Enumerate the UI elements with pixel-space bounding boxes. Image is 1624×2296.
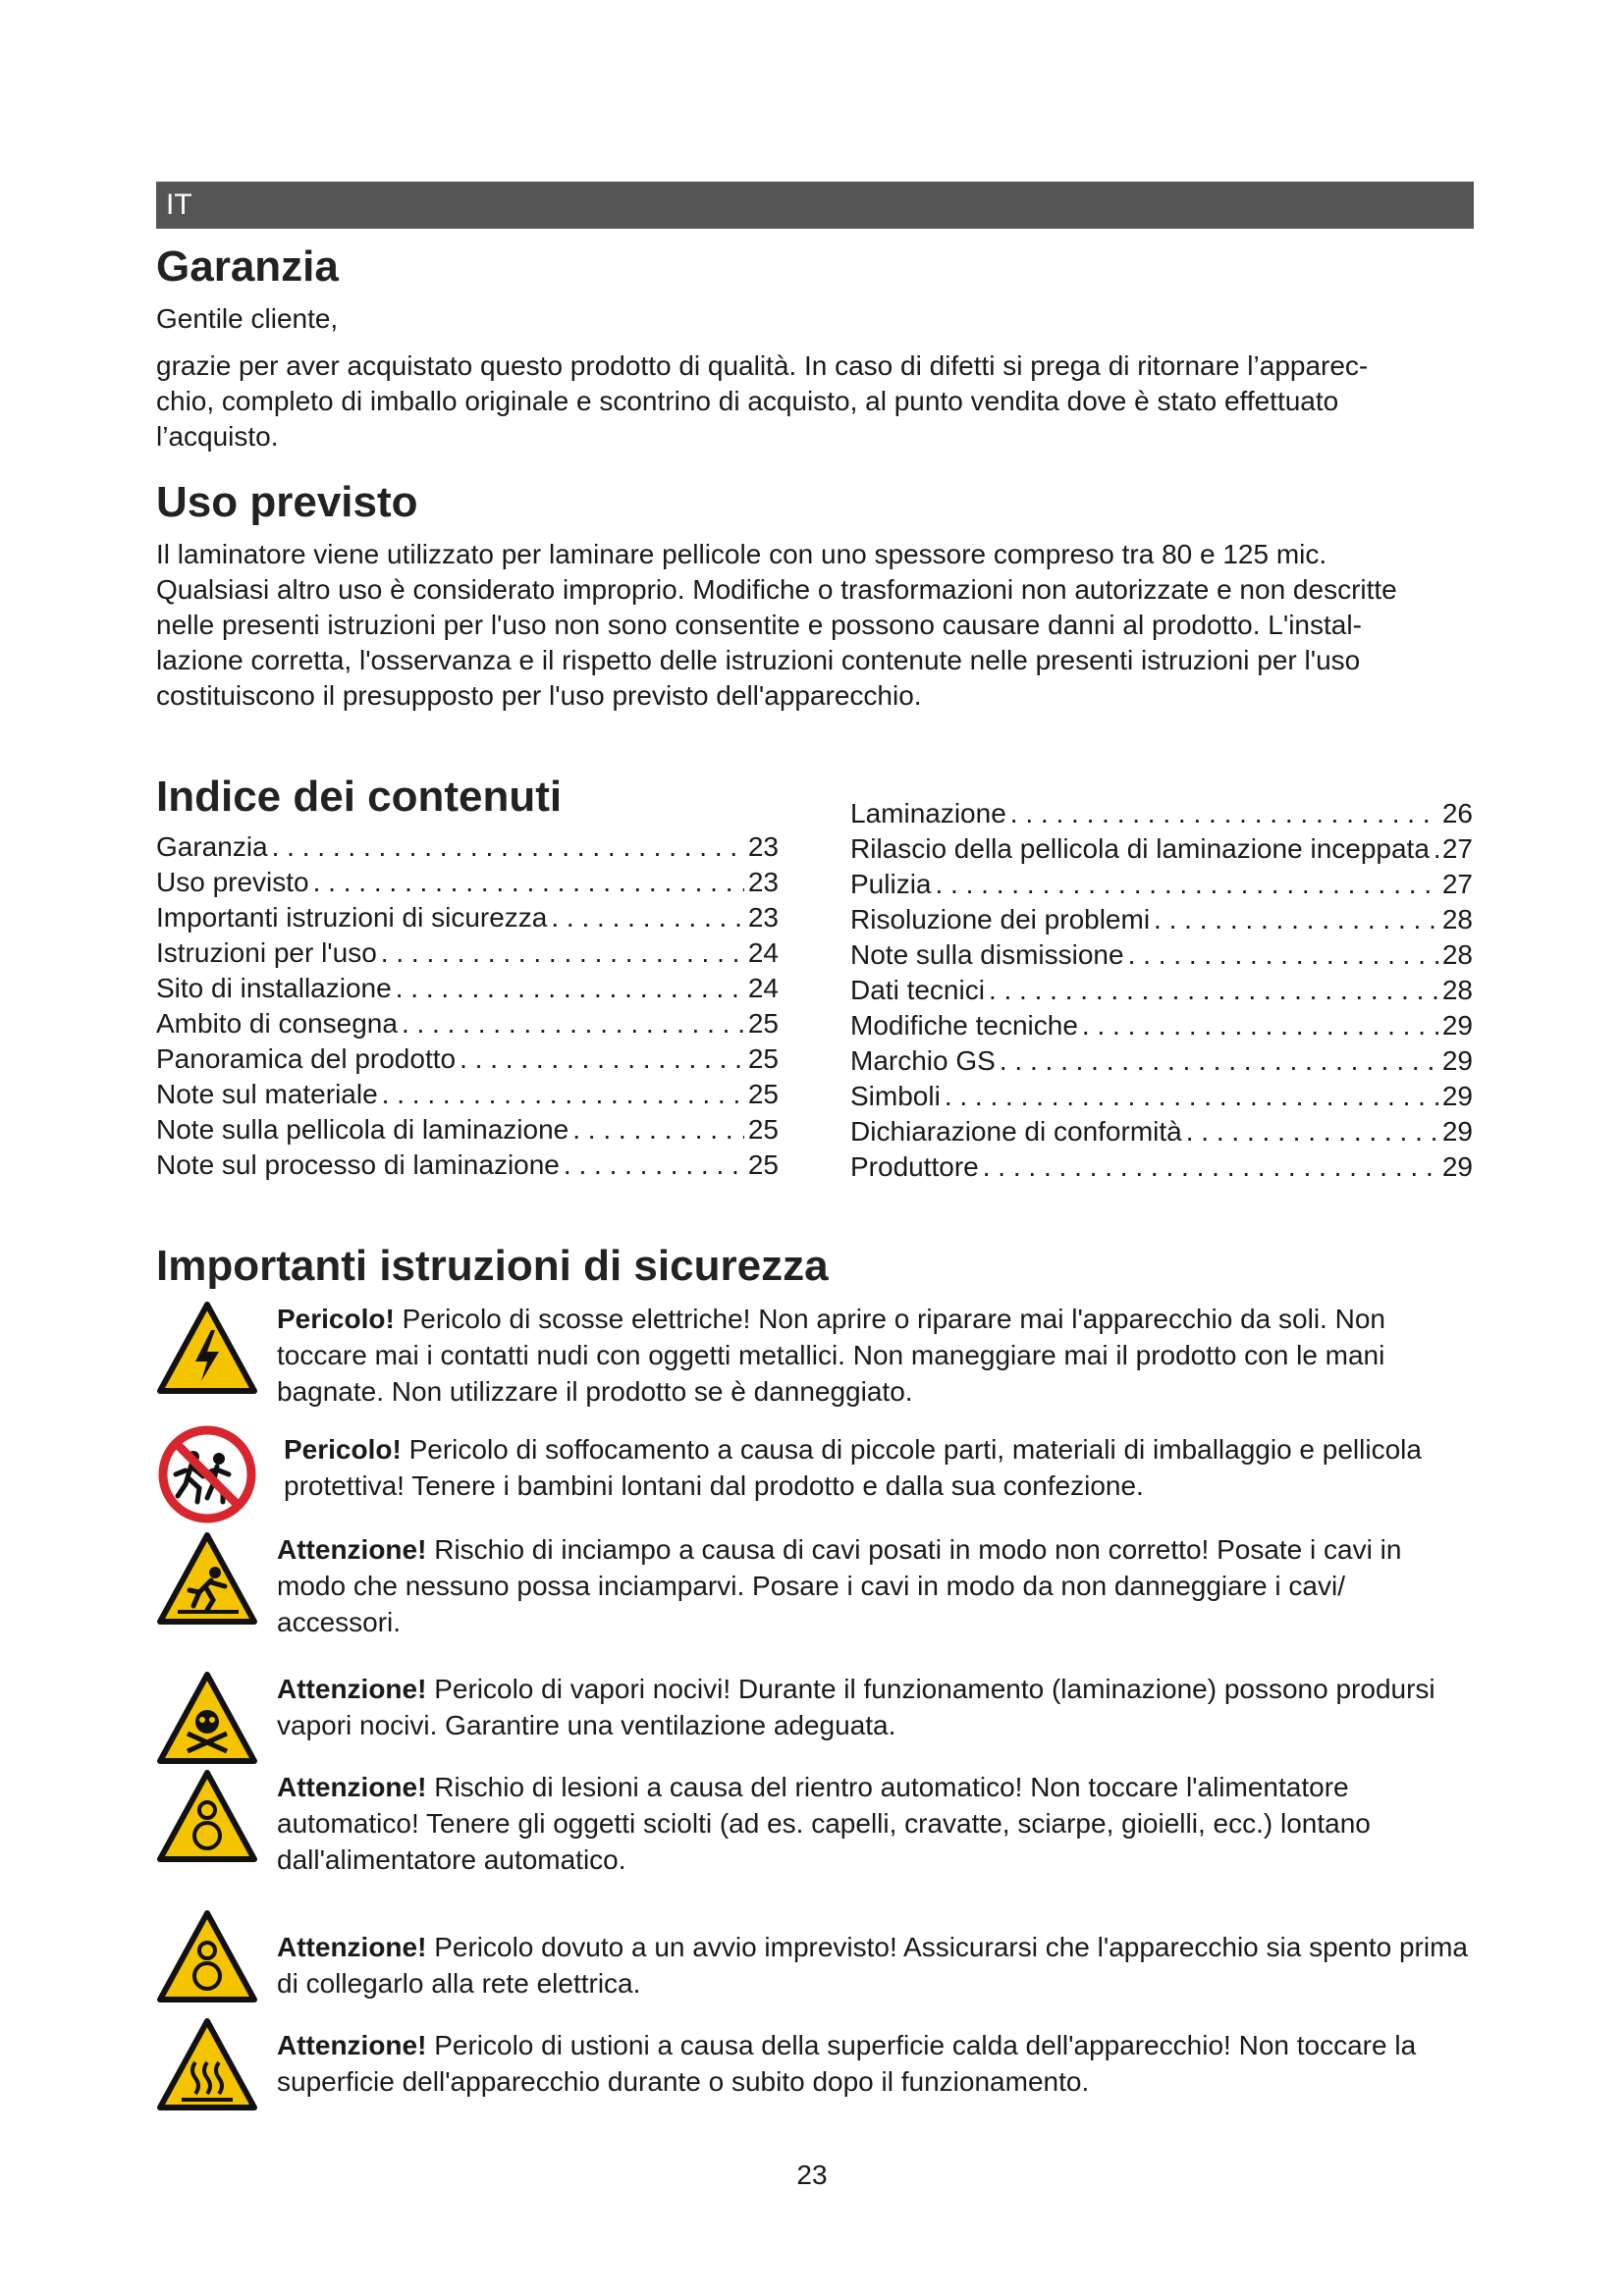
toc-dot-leader bbox=[547, 900, 743, 935]
toc-entry bbox=[156, 1148, 779, 1183]
safety-item-body: Pericolo di scosse elettriche! Non aprire o riparare mai l'apparecchio da soli. Non toccare mai i contatti nudi con oggetti metallici. Non maneggiare mai il prodotto con le mani bagnate. Non utilizzare il prodotto se è danneggiato. bbox=[277, 1304, 1385, 1407]
toc-entry bbox=[850, 1008, 1473, 1043]
toc-entry-label: Ambito di consegna bbox=[156, 1008, 398, 1039]
safety-item-text bbox=[277, 1531, 1475, 1640]
toc-dot-leader bbox=[1430, 831, 1438, 867]
section-title-garanzia: Garanzia bbox=[156, 242, 339, 291]
toc-entry-label: Simboli bbox=[850, 1081, 941, 1111]
toc-left-column bbox=[156, 829, 779, 1183]
no-children-prohibition-icon bbox=[156, 1423, 258, 1525]
unexpected-start-warning-icon bbox=[156, 1909, 258, 2003]
safety-item-text bbox=[284, 1431, 1482, 1504]
toc-entry-label: Pulizia bbox=[850, 869, 932, 899]
safety-item-label: Attenzione! bbox=[277, 1534, 427, 1565]
uso-previsto-body bbox=[156, 537, 1482, 714]
toc-entry-page: 25 bbox=[747, 1043, 779, 1074]
toc-entry-label: Istruzioni per l'uso bbox=[156, 937, 377, 968]
toc-right-column bbox=[850, 796, 1473, 1185]
safety-item-body: Pericolo di vapori nocivi! Durante il funzionamento (laminazione) possono prodursi vapori nocivi. Garantire una ventilazione adeguata. bbox=[277, 1674, 1435, 1740]
toc-dot-leader bbox=[1006, 796, 1438, 831]
toc-dot-leader bbox=[1182, 1114, 1438, 1149]
toc-entry bbox=[850, 867, 1473, 902]
safety-item-body: Pericolo dovuto a un avvio imprevisto! Assicurarsi che l'apparecchio sia spento prima di collegarlo alla rete elettrica. bbox=[277, 1932, 1468, 1999]
garanzia-line: l’acquisto. bbox=[156, 421, 279, 452]
toc-entry bbox=[850, 1114, 1473, 1149]
toc-entry-label: Uso previsto bbox=[156, 867, 309, 897]
toc-entry-page: 24 bbox=[747, 973, 779, 1003]
safety-item-label: Pericolo! bbox=[277, 1304, 395, 1334]
toc-entry-page: 26 bbox=[1441, 798, 1473, 828]
uso-previsto-line: Il laminatore viene utilizzato per laminare pellicole con uno spessore compreso tra 80 e 125 mic. bbox=[156, 539, 1327, 569]
toc-dot-leader bbox=[1078, 1008, 1438, 1043]
toc-dot-leader bbox=[268, 829, 744, 865]
section-title-toc: Indice dei contenuti bbox=[156, 773, 563, 821]
toc-entry-label: Laminazione bbox=[850, 798, 1006, 828]
uso-previsto-line: lazione corretta, l'osservanza e il rispetto delle istruzioni contenute nelle presenti istruzioni per l'uso bbox=[156, 645, 1361, 675]
toc-dot-leader bbox=[931, 867, 1437, 902]
toc-entry-page: 28 bbox=[1441, 904, 1473, 934]
toc-entry-label: Note sul materiale bbox=[156, 1079, 378, 1109]
toc-entry bbox=[156, 1077, 779, 1112]
toc-dot-leader bbox=[1124, 937, 1438, 973]
uso-previsto-line: nelle presenti istruzioni per l'uso non sono consentite e possono causare danni al prodotto. L'instal- bbox=[156, 610, 1362, 640]
toc-entry bbox=[156, 900, 779, 935]
safety-item-body: Rischio di lesioni a causa del rientro automatico! Non toccare l'alimentatore automatico! Tenere gli oggetti sciolti (ad es. capelli, cravatte, sciarpe, gioielli, ecc.) lontano dall'alimentatore automatico. bbox=[277, 1772, 1371, 1875]
language-header-bar bbox=[156, 182, 1474, 229]
toc-entry bbox=[156, 935, 779, 971]
safety-item-label: Attenzione! bbox=[277, 1932, 427, 1962]
safety-item-text bbox=[277, 1929, 1475, 2002]
toc-dot-leader bbox=[560, 1148, 744, 1183]
toc-entry-page: 25 bbox=[747, 1149, 779, 1180]
garanzia-greeting: Gentile cliente, bbox=[156, 303, 339, 334]
toc-dot-leader bbox=[568, 1112, 744, 1148]
safety-item-label: Attenzione! bbox=[277, 1772, 427, 1802]
toc-entry-page: 23 bbox=[747, 831, 779, 862]
toc-entry bbox=[156, 1041, 779, 1077]
trip-hazard-warning-icon bbox=[156, 1531, 258, 1626]
toc-entry-page: 29 bbox=[1441, 1151, 1473, 1182]
toc-entry-label: Dati tecnici bbox=[850, 975, 985, 1005]
safety-item-text bbox=[277, 1671, 1475, 1743]
toc-dot-leader bbox=[378, 1077, 744, 1112]
toc-dot-leader bbox=[377, 935, 744, 971]
toc-entry-page: 28 bbox=[1441, 975, 1473, 1005]
safety-item-body: Rischio di inciampo a causa di cavi posati in modo non corretto! Posate i cavi in modo che nessuno possa inciamparvi. Posare i cavi in modo da non danneggiare i cavi/ accessori. bbox=[277, 1534, 1402, 1637]
toc-entry-page: 25 bbox=[747, 1114, 779, 1145]
roller-entrapment-warning-icon bbox=[156, 1769, 258, 1863]
electric-shock-warning-icon bbox=[156, 1301, 258, 1395]
toc-entry-page: 28 bbox=[1441, 939, 1473, 970]
section-title-uso-previsto: Uso previsto bbox=[156, 478, 418, 526]
language-code: IT bbox=[166, 188, 192, 221]
safety-item-body: Pericolo di soffocamento a causa di piccole parti, materiali di imballaggio e pellicola protettiva! Tenere i bambini lontani dal prodotto e dalla sua confezione. bbox=[284, 1434, 1422, 1501]
toxic-fumes-warning-icon bbox=[156, 1671, 258, 1765]
toc-entry-page: 29 bbox=[1441, 1010, 1473, 1041]
toc-entry-label: Note sulla pellicola di laminazione bbox=[156, 1114, 569, 1145]
toc-dot-leader bbox=[309, 865, 744, 900]
toc-entry-label: Sito di installazione bbox=[156, 973, 392, 1003]
toc-entry bbox=[850, 973, 1473, 1008]
toc-entry bbox=[850, 796, 1473, 831]
toc-dot-leader bbox=[996, 1043, 1438, 1079]
toc-dot-leader bbox=[398, 1006, 744, 1041]
toc-entry-page: 24 bbox=[747, 937, 779, 968]
section-title-safety: Importanti istruzioni di sicurezza bbox=[156, 1242, 829, 1290]
safety-item-label: Pericolo! bbox=[284, 1434, 402, 1465]
page-number: 23 bbox=[796, 2160, 828, 2190]
toc-dot-leader bbox=[979, 1149, 1438, 1185]
toc-entry-page: 29 bbox=[1441, 1081, 1473, 1111]
toc-entry-page: 29 bbox=[1441, 1045, 1473, 1076]
safety-item-label: Attenzione! bbox=[277, 1674, 427, 1704]
toc-entry-label: Dichiarazione di conformità bbox=[850, 1116, 1182, 1147]
toc-entry bbox=[156, 1006, 779, 1041]
safety-item-text bbox=[277, 1769, 1475, 1878]
toc-entry-page: 27 bbox=[1441, 869, 1473, 899]
toc-entry bbox=[850, 937, 1473, 973]
toc-entry-label: Risoluzione dei problemi bbox=[850, 904, 1151, 934]
toc-entry bbox=[850, 1043, 1473, 1079]
toc-entry bbox=[850, 831, 1473, 867]
garanzia-line: chio, completo di imballo originale e scontrino di acquisto, al punto vendita dove è stato effettuato bbox=[156, 386, 1339, 416]
toc-entry bbox=[850, 902, 1473, 937]
toc-entry-page: 29 bbox=[1441, 1116, 1473, 1147]
toc-entry bbox=[156, 1112, 779, 1148]
toc-entry-label: Note sulla dismissione bbox=[850, 939, 1124, 970]
safety-item-text bbox=[277, 2027, 1475, 2100]
hot-surface-warning-icon bbox=[156, 2017, 258, 2111]
toc-entry-label: Marchio GS bbox=[850, 1045, 996, 1076]
toc-entry-page: 25 bbox=[747, 1079, 779, 1109]
toc-entry bbox=[850, 1149, 1473, 1185]
toc-entry-page: 27 bbox=[1441, 833, 1473, 864]
toc-entry-label: Produttore bbox=[850, 1151, 979, 1182]
toc-entry-page: 23 bbox=[747, 902, 779, 933]
uso-previsto-line: Qualsiasi altro uso è considerato improprio. Modifiche o trasformazioni non autorizzate e non descritte bbox=[156, 574, 1397, 605]
toc-entry-label: Rilascio della pellicola di laminazione inceppata bbox=[850, 833, 1430, 864]
toc-entry bbox=[850, 1079, 1473, 1114]
toc-entry-label: Note sul processo di laminazione bbox=[156, 1149, 560, 1180]
safety-item-label: Attenzione! bbox=[277, 2030, 427, 2060]
safety-item-text bbox=[277, 1301, 1475, 1410]
toc-entry-label: Garanzia bbox=[156, 831, 268, 862]
toc-entry-label: Panoramica del prodotto bbox=[156, 1043, 457, 1074]
toc-entry-page: 23 bbox=[747, 867, 779, 897]
toc-entry-label: Importanti istruzioni di sicurezza bbox=[156, 902, 548, 933]
uso-previsto-line: costituiscono il presupposto per l'uso previsto dell'apparecchio. bbox=[156, 680, 922, 711]
toc-dot-leader bbox=[392, 971, 744, 1006]
garanzia-line: grazie per aver acquistato questo prodotto di qualità. In caso di difetti si prega di ritornare l’apparec- bbox=[156, 350, 1369, 381]
toc-entry bbox=[156, 829, 779, 865]
safety-item-body: Pericolo di ustioni a causa della superficie calda dell'apparecchio! Non toccare la superficie dell'apparecchio durante o subito dopo il funzionamento. bbox=[277, 2030, 1417, 2097]
toc-entry bbox=[156, 865, 779, 900]
toc-entry-page: 25 bbox=[747, 1008, 779, 1039]
toc-dot-leader bbox=[456, 1041, 744, 1077]
toc-dot-leader bbox=[941, 1079, 1438, 1114]
toc-dot-leader bbox=[985, 973, 1438, 1008]
toc-entry-label: Modifiche tecniche bbox=[850, 1010, 1078, 1041]
toc-entry bbox=[156, 971, 779, 1006]
garanzia-body bbox=[156, 348, 1482, 454]
toc-dot-leader bbox=[1150, 902, 1438, 937]
